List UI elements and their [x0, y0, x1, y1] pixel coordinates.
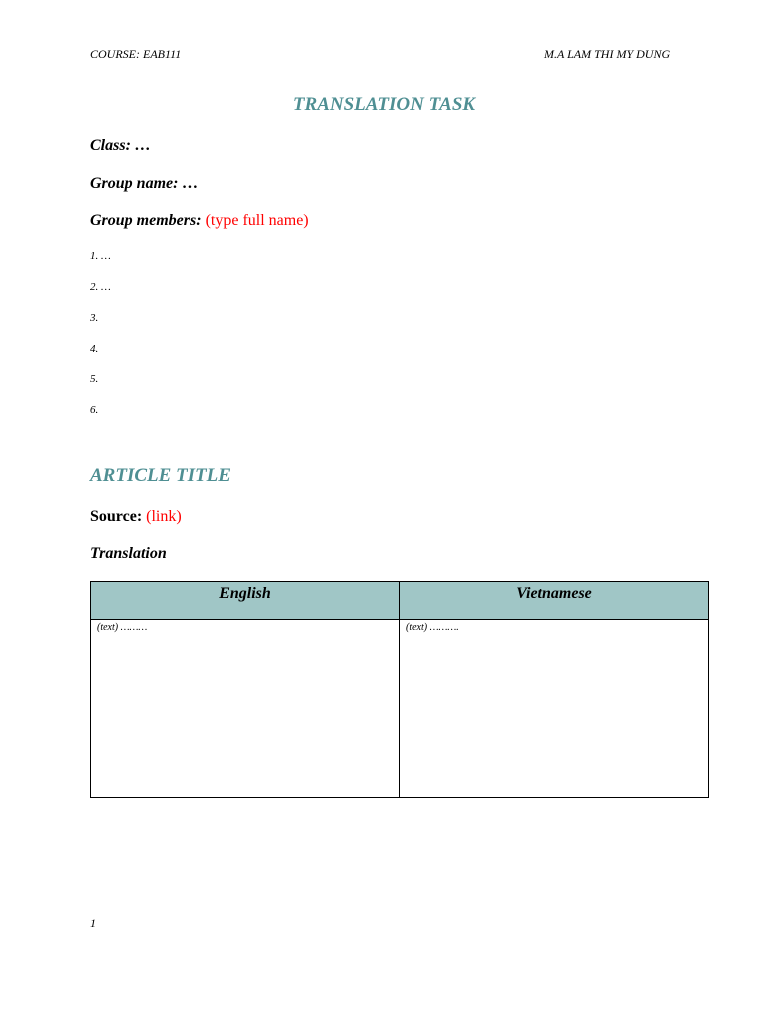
source-field [90, 507, 182, 527]
translation-table [90, 581, 709, 798]
source-link-hint: (link) [146, 508, 182, 525]
translation-heading: Translation [90, 545, 167, 562]
page-number: 1 [90, 916, 96, 930]
source-label: Source: [90, 508, 143, 525]
document-title: TRANSLATION TASK [292, 94, 476, 115]
member-item: 1. … [90, 250, 111, 262]
table-row [91, 620, 709, 798]
group-name-field [90, 174, 198, 194]
member-item: 6. [90, 404, 99, 416]
group-members-hint: (type full name) [205, 212, 309, 229]
group-members-label: Group members: [90, 212, 202, 229]
class-field [90, 136, 151, 156]
member-item: 4. [90, 343, 99, 355]
course-code: COURSE: EAB111 [90, 47, 182, 61]
member-item: 2. … [90, 281, 111, 293]
group-name-label: Group name: … [90, 175, 199, 192]
member-item: 3. [90, 312, 99, 324]
member-item: 5. [90, 373, 99, 385]
vietnamese-text-cell[interactable]: (text) ………. [400, 620, 709, 798]
english-text-cell[interactable]: (text) ……… [91, 620, 400, 798]
class-label: Class: … [90, 137, 151, 154]
table-header-row [91, 582, 709, 620]
english-column-header: English [91, 582, 400, 620]
article-title: ARTICLE TITLE [90, 465, 231, 486]
vietnamese-column-header: Vietnamese [400, 582, 709, 620]
group-members-field [90, 211, 309, 231]
author-name: M.A LAM THI MY DUNG [544, 47, 671, 61]
